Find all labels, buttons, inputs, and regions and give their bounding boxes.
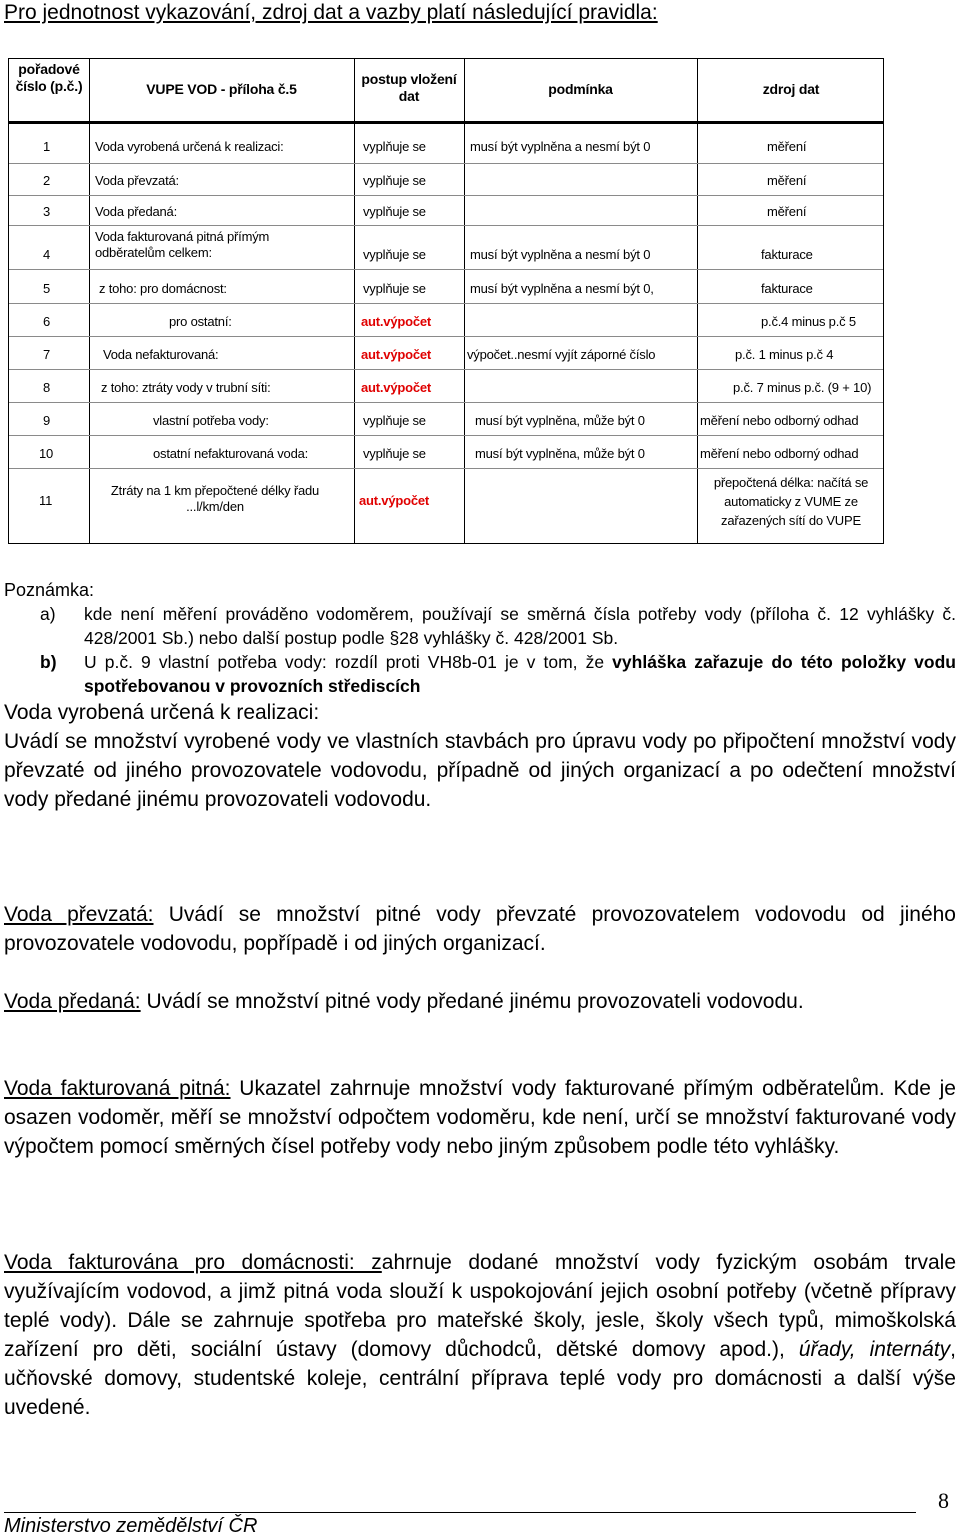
section-taken-water bbox=[4, 900, 956, 958]
row-10-no: 10 bbox=[39, 446, 54, 461]
note-heading: Poznámka: bbox=[4, 580, 95, 600]
footer-divider bbox=[4, 1512, 916, 1513]
row-5-condition: musí být vyplněna a nesmí být 0, bbox=[470, 281, 654, 296]
row-7-label: Voda nefakturovaná: bbox=[103, 347, 219, 362]
row-11-entry: aut.výpočet bbox=[359, 493, 430, 508]
row-6-source: p.č.4 minus p.č 5 bbox=[761, 314, 856, 329]
section-handed-water-text: Uvádí se množství pitné vody předané jinému provozovateli vodovodu. bbox=[140, 990, 804, 1013]
section-households-title: Voda fakturována pro domácnosti: z bbox=[4, 1251, 382, 1274]
section-households-text-italic: úřady, internáty bbox=[798, 1338, 951, 1361]
section-invoiced-water-title: Voda fakturovaná pitná: bbox=[4, 1077, 231, 1100]
section-produced-water-title: Voda vyrobená určená k realizaci: bbox=[4, 701, 320, 724]
rules-table bbox=[8, 58, 884, 544]
row-7-source: p.č. 1 minus p.č 4 bbox=[735, 347, 834, 362]
row-3-source: měření bbox=[767, 204, 807, 219]
header-condition: podmínka bbox=[548, 81, 613, 97]
section-households-text-b: , učňovské domovy, studentské koleje, centrální příprava teplé vody pro domácnosti a další výše uvedené. bbox=[4, 1338, 957, 1419]
row-4-label: Voda fakturovaná pitná přímým odběratelům celkem: bbox=[95, 229, 270, 260]
row-10-entry: vyplňuje se bbox=[363, 446, 426, 461]
section-invoiced-water-text: Ukazatel zahrnuje množství vody fakturované přímým odběratelům. Kde je osazen vodoměr, měří se množství odpočtem vodoměru, kde není, určí se množství fakturované vody výpočtem pomocí směrných čísel potřeby vody nebo jiným způsobem podle této vyhlášky. bbox=[4, 1077, 956, 1158]
row-5-no: 5 bbox=[43, 281, 51, 296]
row-7-entry: aut.výpočet bbox=[361, 347, 432, 362]
header-source: zdroj dat bbox=[762, 81, 820, 97]
row-11-label: Ztráty na 1 km přepočtené délky řadu ...l/km/den bbox=[110, 483, 320, 514]
section-taken-water-text: Uvádí se množství pitné vody převzaté provozovatelem vodovodu od jiného provozovatele vodovodu, popřípadě i od jiných organizací. bbox=[4, 903, 956, 955]
section-invoiced-water bbox=[4, 1074, 956, 1161]
row-1-label: Voda vyrobená určená k realizaci: bbox=[95, 139, 284, 154]
row-9-label: vlastní potřeba vody: bbox=[153, 413, 269, 428]
section-produced-water-text: Uvádí se množství vyrobené vody ve vlastních stavbách pro úpravu vody po připočtení množství vody převzaté od jiného provozovatele vodovodu, případně od jiných organizací a po odečtení množství vody předané jinému provozovateli vodovodu. bbox=[4, 730, 956, 811]
row-9-source: měření nebo odborný odhad bbox=[700, 413, 859, 428]
row-11-source: přepočtená délka: načítá se automaticky z VUME ze zařazených sítí do VUPE bbox=[713, 475, 869, 528]
row-2-label: Voda převzatá: bbox=[95, 173, 179, 188]
row-3-label: Voda předaná: bbox=[95, 204, 177, 219]
row-5-source: fakturace bbox=[761, 281, 813, 296]
note-b-text: U p.č. 9 vlastní potřeba vody: rozdíl proti VH8b-01 je v tom, že bbox=[84, 652, 613, 672]
row-4-source: fakturace bbox=[761, 247, 813, 262]
row-4-no: 4 bbox=[43, 247, 51, 262]
footer-ministry: Ministerstvo zemědělství ČR bbox=[4, 1515, 258, 1537]
row-5-label: z toho: pro domácnost: bbox=[99, 281, 227, 296]
row-1-source: měření bbox=[767, 139, 807, 154]
row-3-entry: vyplňuje se bbox=[363, 204, 426, 219]
row-11-no: 11 bbox=[39, 493, 53, 508]
row-1-entry: vyplňuje se bbox=[363, 139, 426, 154]
row-7-no: 7 bbox=[43, 347, 51, 362]
row-1-condition: musí být vyplněna a nesmí být 0 bbox=[470, 139, 651, 154]
row-10-label: ostatní nefakturovaná voda: bbox=[153, 446, 309, 461]
row-6-no: 6 bbox=[43, 314, 51, 329]
section-handed-water-title: Voda předaná: bbox=[4, 990, 141, 1013]
row-1-no: 1 bbox=[43, 139, 51, 154]
row-4-condition: musí být vyplněna a nesmí být 0 bbox=[470, 247, 651, 262]
row-2-no: 2 bbox=[43, 173, 51, 188]
row-9-condition: musí být vyplněna, může být 0 bbox=[475, 413, 645, 428]
row-8-no: 8 bbox=[43, 380, 51, 395]
row-5-entry: vyplňuje se bbox=[363, 281, 426, 296]
row-4-entry: vyplňuje se bbox=[363, 247, 426, 262]
note-b bbox=[4, 650, 956, 698]
row-6-label: pro ostatní: bbox=[169, 314, 232, 329]
row-2-entry: vyplňuje se bbox=[363, 173, 426, 188]
section-households-text-a: ahrnuje dodané množství vody fyzickým osobám trvale využívajícím vodovod, a jimž pitná voda slouží k uspokojování jejich osobní potřeby (včetně přípravy teplé vody). Dále se zahrnuje spotřeba pro mateřské školy, jesle, školy všech typů, mimoškolská zařízení pro děti, sociální ústavy (domovy důchodců, dětské domovy apod.), bbox=[4, 1251, 956, 1361]
note-a-label: a) bbox=[40, 604, 56, 624]
page-intro-heading: Pro jednotnost vykazování, zdroj dat a vazby platí následující pravidla: bbox=[4, 1, 658, 24]
row-9-entry: vyplňuje se bbox=[363, 413, 426, 428]
note-a bbox=[4, 602, 956, 650]
row-8-entry: aut.výpočet bbox=[361, 380, 432, 395]
note-a-text: kde není měření prováděno vodoměrem, používají se směrná čísla potřeby vody (příloha č. 12 vyhlášky č. 428/2001 Sb.) nebo další postup podle §28 vyhlášky č. 428/2001 Sb. bbox=[84, 604, 956, 648]
section-taken-water-title: Voda převzatá: bbox=[4, 903, 154, 926]
section-produced-water bbox=[4, 698, 956, 814]
note-b-label: b) bbox=[40, 652, 57, 672]
page-number: 8 bbox=[938, 1488, 949, 1513]
row-8-source: p.č. 7 minus p.č. (9 + 10) bbox=[733, 380, 872, 395]
section-handed-water bbox=[4, 987, 956, 1016]
header-entry: postup vložení dat bbox=[361, 71, 457, 104]
row-6-entry: aut.výpočet bbox=[361, 314, 432, 329]
header-title: VUPE VOD - příloha č.5 bbox=[146, 81, 297, 97]
row-2-source: měření bbox=[767, 173, 807, 188]
row-10-source: měření nebo odborný odhad bbox=[700, 446, 859, 461]
row-10-condition: musí být vyplněna, může být 0 bbox=[475, 446, 645, 461]
header-row-number: pořadové číslo (p.č.) bbox=[15, 61, 83, 94]
note-list bbox=[4, 602, 956, 698]
row-8-label: z toho: ztráty vody v trubní síti: bbox=[101, 380, 271, 395]
row-7-condition: výpočet..nesmí vyjít záporné číslo bbox=[467, 347, 656, 362]
row-9-no: 9 bbox=[43, 413, 51, 428]
row-3-no: 3 bbox=[43, 204, 51, 219]
section-households bbox=[4, 1248, 956, 1422]
note-b-bold-text: vyhláška zařazuje do této položky vodu spotřebovanou v provozních střediscích bbox=[84, 652, 956, 696]
